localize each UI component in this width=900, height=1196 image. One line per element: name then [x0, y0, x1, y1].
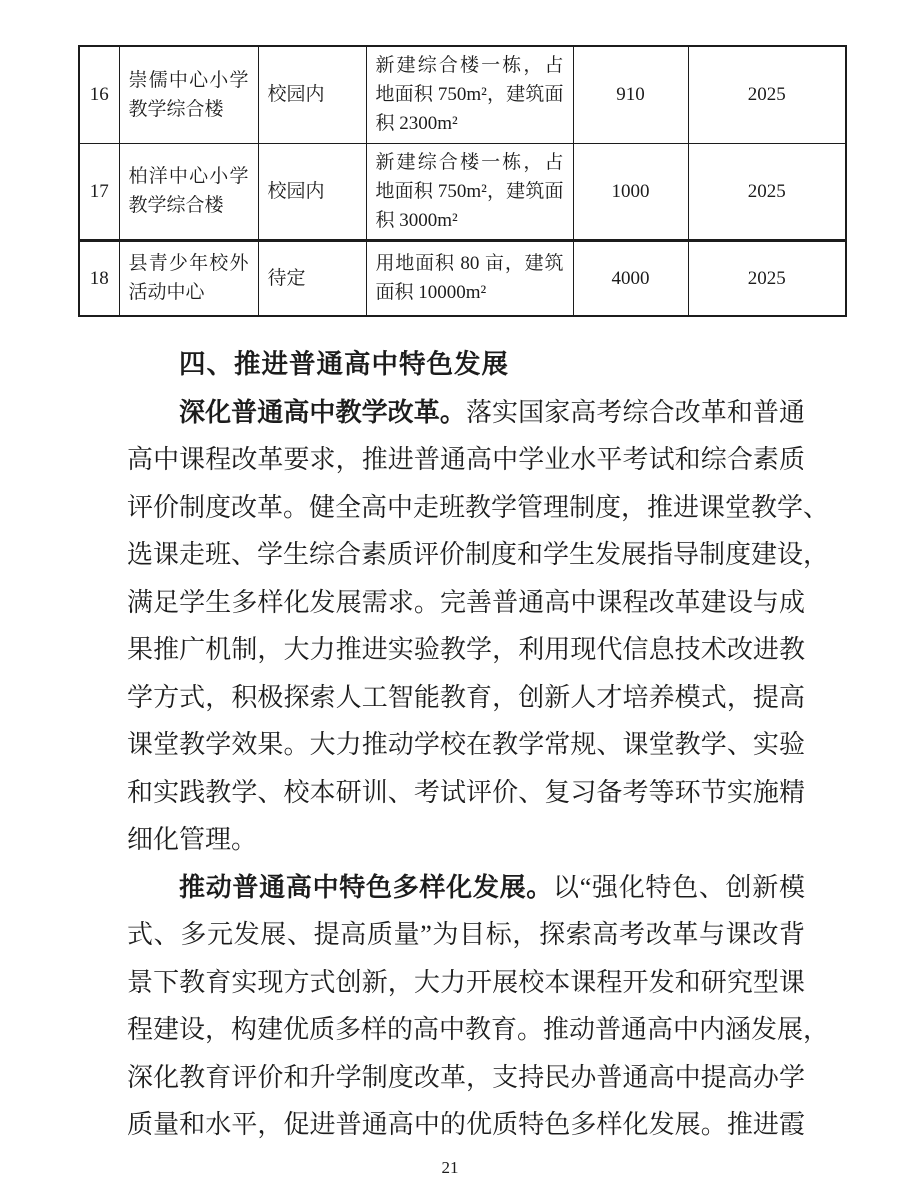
bold-lead-in: 推动普通高中特色多样化发展。	[179, 872, 554, 902]
cell-amount: 1000	[573, 143, 688, 240]
text-line	[127, 484, 830, 532]
projects-table-body	[79, 46, 846, 316]
cell-name: 柏洋中心小学教学综合楼	[119, 143, 258, 240]
cell-no: 18	[79, 240, 119, 316]
text-line	[127, 1054, 805, 1102]
cell-year: 2025	[688, 143, 846, 240]
table-row	[79, 240, 846, 316]
projects-table-container	[78, 45, 847, 317]
line-text: 景下教育实现方式创新，大力开展校本课程开发和研究型课	[127, 967, 805, 997]
page-number: 21	[441, 1158, 459, 1177]
cell-description: 用地面积 80 亩，建筑面积 10000m²	[366, 240, 573, 316]
text-line	[127, 1006, 830, 1054]
bold-lead-in: 深化普通高中教学改革。	[179, 397, 466, 427]
cell-description: 新建综合楼一栋，占地面积 750m²，建筑面积 3000m²	[366, 143, 573, 240]
text-line	[127, 864, 805, 912]
text-line	[127, 674, 805, 722]
cell-amount: 910	[573, 46, 688, 143]
text-line	[127, 911, 805, 959]
cell-description: 新建综合楼一栋，占地面积 750m²，建筑面积 2300m²	[366, 46, 573, 143]
line-text: 满足学生多样化发展需求。完善普通高中课程改革建设与成	[127, 587, 805, 617]
cell-year: 2025	[688, 240, 846, 316]
line-text: 果推广机制，大力推进实验教学，利用现代信息技术改进教	[127, 635, 805, 664]
line-text: 落实国家高考综合改革和普通	[465, 397, 805, 427]
text-line	[127, 721, 805, 769]
cell-location: 校园内	[258, 46, 366, 143]
text-line	[127, 436, 805, 484]
table-row	[79, 46, 846, 143]
line-text: 式、多元发展、提高质量”为目标，探索高考改革与课改背	[127, 920, 805, 949]
paragraph	[127, 389, 830, 864]
text-line	[127, 816, 805, 864]
table-row	[79, 143, 846, 240]
line-text: 细化管理。	[127, 825, 258, 854]
line-text: 学方式，积极探索人工智能教育，创新人才培养模式，提高	[127, 682, 805, 712]
paragraphs-container	[127, 389, 830, 1149]
cell-location: 待定	[258, 240, 366, 316]
text-line	[127, 626, 805, 674]
line-text: 和实践教学、校本研训、考试评价、复习备考等环节实施精	[127, 777, 805, 807]
line-text: 深化教育评价和升学制度改革，支持民办普通高中提高办学	[127, 1062, 805, 1092]
cell-name: 县青少年校外活动中心	[119, 240, 258, 316]
cell-amount: 4000	[573, 240, 688, 316]
cell-location: 校园内	[258, 143, 366, 240]
text-line	[127, 959, 805, 1007]
text-line	[127, 579, 805, 627]
paragraph	[127, 864, 830, 1149]
projects-table	[78, 45, 847, 317]
text-line	[127, 769, 805, 817]
line-text: 程建设，构建优质多样的高中教育。推动普通高中内涵发展，	[127, 1015, 830, 1044]
text-line	[127, 389, 805, 437]
line-text: 选课走班、学生综合素质评价制度和学生发展指导制度建设，	[127, 540, 830, 569]
line-text: 以“强化特色、创新模	[553, 872, 805, 902]
cell-no: 16	[79, 46, 119, 143]
cell-year: 2025	[688, 46, 846, 143]
line-text: 评价制度改革。健全高中走班教学管理制度，推进课堂教学、	[127, 492, 830, 522]
section-heading: 四、推进普通高中特色发展	[179, 349, 509, 379]
line-text: 课堂教学效果。大力推动学校在教学常规、课堂教学、实验	[127, 730, 805, 759]
cell-name: 崇儒中心小学教学综合楼	[119, 46, 258, 143]
body-text	[127, 341, 830, 1149]
line-text: 质量和水平，促进普通高中的优质特色多样化发展。推进霞	[127, 1110, 805, 1139]
cell-no: 17	[79, 143, 119, 240]
text-line	[127, 531, 830, 579]
line-text: 高中课程改革要求，推进普通高中学业水平考试和综合素质	[127, 445, 805, 474]
text-line	[127, 1101, 805, 1149]
